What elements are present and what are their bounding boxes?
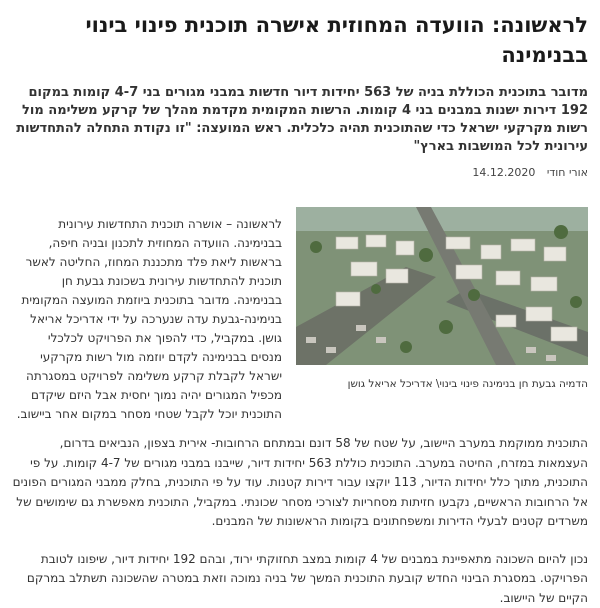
article-figure (296, 207, 588, 424)
body-paragraph-1: התוכנית ממוקמת במערב היישוב, על שטח של 58 דונם ובמתחם הרחובות- אירית בצפון, הנביאים בדרום, העצמאות במזרח, החיטה במערב. התוכנית כוללת 563 יחידות דיור, שייבנו במבני מגורים של 4-7 קומות. על פי התוכנית, מתוך כלל יחידות הדיור, 113 יוקצו עבור דירות קטנות. עוד על פי התוכנית, בחלק ממבני המגורים הפונים אל הרחובות הראשיים, נקבעו חזיתות מסחריות לצורכי מסחר שכונתי. במקביל, התוכנית מאפשרת גם שימושים של משרדים קטנים לבעלי הדירות ומשפחתונים בקומות הראשונות של המבנים. (12, 434, 588, 532)
aerial-rendering (296, 207, 588, 365)
author-name[interactable]: אורי חודי (547, 166, 588, 179)
article-subtitle: מדובר בתוכנית הכוללת בניה של 563 יחידות דיור חדשות במבני מגורים בני 4-7 קומות במקום 192 דירות ישנות במבנים בני 4 קומות. הרשות המקומית מקדמת מהלך של קרקע משלימה מול רשות מקרקעי ישראל כדי שהתוכנית תהיה כלכלית. ראש המועצה: "זו נקודת התחלה להתחדשות עירונית לכל המושבות בארץ" (12, 84, 588, 156)
article-title: לראשונה: הוועדה המחוזית אישרה תוכנית פינוי בינוי בבנימינה (12, 10, 588, 70)
article-meta (12, 166, 588, 179)
image-caption: הדמיה גבעת חן בנימינה פינוי בינוי\ אדריכל אריאל גושן (296, 377, 588, 391)
lead-row (12, 207, 588, 424)
lead-paragraph: לראשונה – אושרה תוכנית התחדשות עירונית בבנימינה. הוועדה המחוזית לתכנון ובניה חיפה, בראשות ליאת פלד מתכננת המחוז, החליטה לאשר תוכנית להתחדשות עירונית בשכונת גבעת חן בבנימינה. מדובר בתוכנית ביוזמת המועצה המקומית בנימינה-גבעת עדה שנערכה על ידי אדריכל אריאל גושן. במקביל, כדי להפוך את הפרויקט לכלכלי מנסים בבנימינה לקדם יוזמה מול רשות מקרקעי ישראל לקבלת קרקע משלימה לפרויקט במסגרתה מכפיל המגורים יהיה נמוך יחסית אבל היזם שיקדם התוכנית יוכל לקבל שטחי מסחר במקום אחר ביישוב. (14, 207, 282, 424)
publish-date: 14.12.2020 (472, 166, 535, 179)
rendering-image[interactable] (296, 207, 588, 365)
body-paragraph-2: נכון להיום השכונה מתאפיינת במבנים של 4 קומות במצב תחזוקתי ירוד, ובהם 192 יחידות דיור, שיפונו לטובת הפרויקט. במסגרת הבינוי החדש קובעת התוכנית המשך של בניה נמוכה וזאת במטרה שהשכונה תשתלב במרקם הקיים של היישוב. (12, 550, 588, 608)
